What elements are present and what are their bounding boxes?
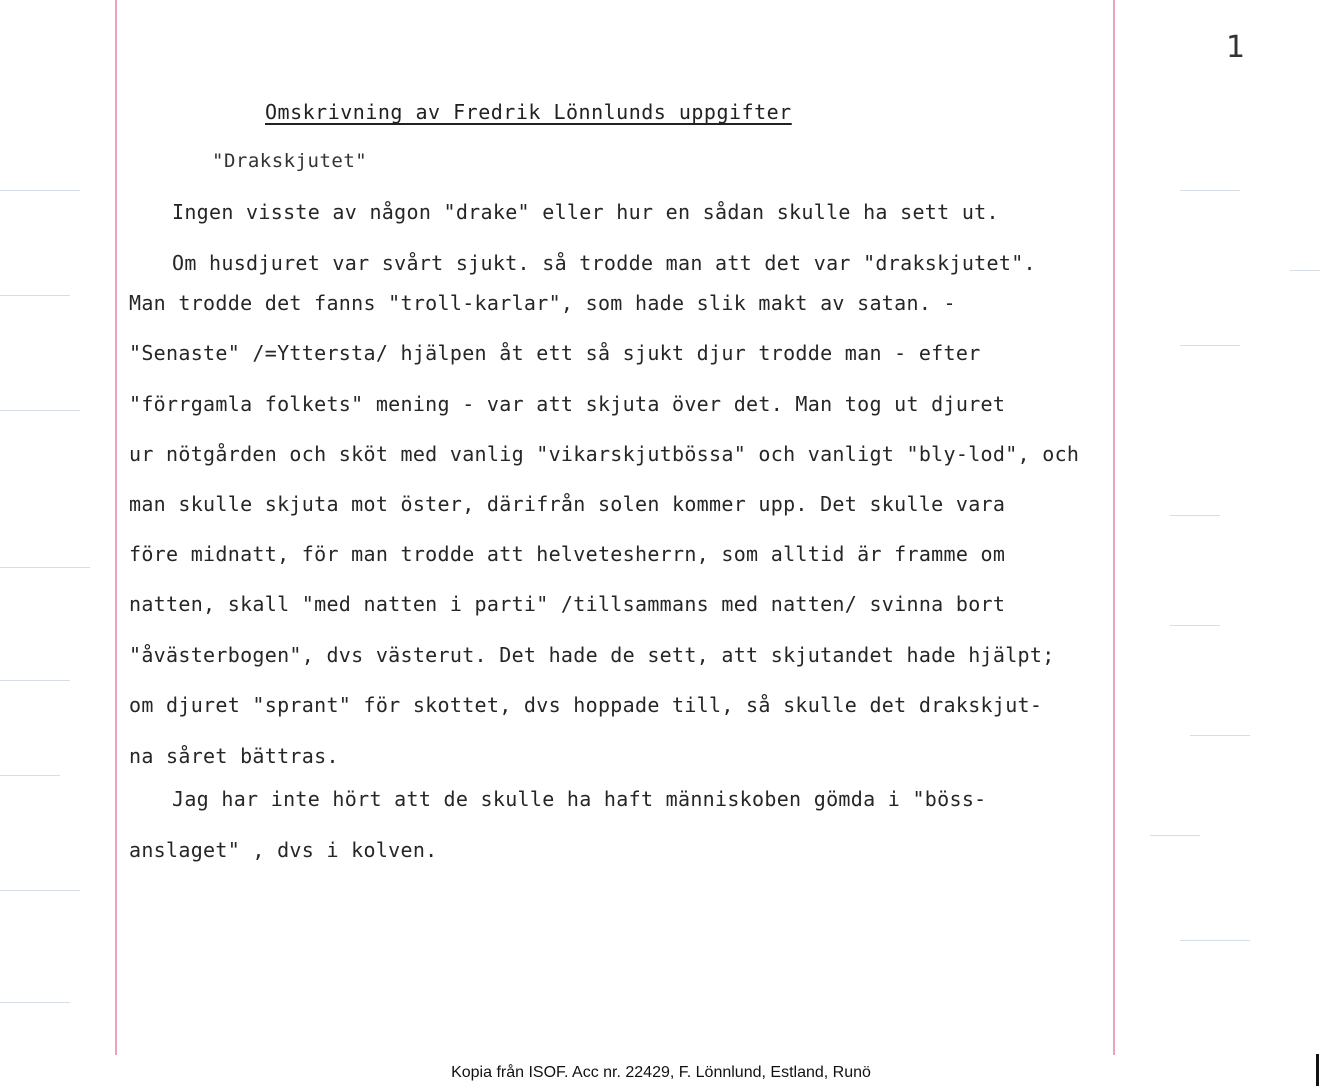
text-line: natten, skall "med natten i parti" /tillsammans med natten/ svinna bort — [129, 592, 1006, 616]
scan-edge-mark — [1316, 1054, 1319, 1086]
text-line: Jag har inte hört att de skulle ha haft människoben gömda i "böss- — [172, 787, 987, 811]
paper-rule — [1290, 270, 1320, 271]
paper-rule — [1180, 345, 1240, 346]
text-line: Ingen visste av någon "drake" eller hur en sådan skulle ha sett ut. — [172, 200, 999, 224]
text-line: "åvästerbogen", dvs västerut. Det hade de sett, att skjutandet hade hjälpt; — [129, 643, 1055, 667]
paper-rule — [1180, 190, 1240, 191]
text-line: Man trodde det fanns "troll-karlar", som hade slik makt av satan. - — [129, 291, 956, 315]
page-number: 1 — [1226, 30, 1246, 65]
paper-rule — [0, 190, 80, 191]
paper-rule — [1170, 515, 1220, 516]
document-title: Omskrivning av Fredrik Lönnlunds uppgifter — [265, 100, 792, 124]
text-line: "Senaste" /=Yttersta/ hjälpen åt ett så sjukt djur trodde man - efter — [129, 341, 981, 365]
archive-footer: Kopia från ISOF. Acc nr. 22429, F. Lönnlund, Estland, Runö — [451, 1064, 871, 1081]
paper-rule — [1170, 625, 1220, 626]
document-subtitle: "Drakskjutet" — [212, 150, 368, 172]
text-line: "förrgamla folkets" mening - var att skjuta över det. Man tog ut djuret — [129, 392, 1006, 416]
paper-rule — [0, 680, 70, 681]
paper-rule — [0, 410, 80, 411]
text-line: ur nötgården och sköt med vanlig "vikarskjutbössa" och vanligt "bly-lod", och — [129, 442, 1080, 466]
text-line: Om husdjuret var svårt sjukt. så trodde man att det var "drakskjutet". — [172, 251, 1036, 275]
paper-rule — [0, 890, 80, 891]
right-margin-line — [1113, 0, 1115, 1055]
text-line: före midnatt, för man trodde att helvetesherrn, som alltid är framme om — [129, 542, 1006, 566]
paper-rule — [1150, 835, 1200, 836]
paper-rule — [0, 295, 70, 296]
paper-rule — [0, 1002, 70, 1003]
text-line: om djuret "sprant" för skottet, dvs hoppade till, så skulle det drakskjut- — [129, 693, 1043, 717]
text-line: anslaget" , dvs i kolven. — [129, 838, 438, 862]
left-margin-line — [115, 0, 117, 1055]
paper-rule — [1180, 940, 1250, 941]
paper-rule — [0, 567, 90, 568]
paper-rule — [0, 775, 60, 776]
text-line: na såret bättras. — [129, 744, 339, 768]
text-line: man skulle skjuta mot öster, därifrån solen kommer upp. Det skulle vara — [129, 492, 1006, 516]
paper-rule — [1190, 735, 1250, 736]
